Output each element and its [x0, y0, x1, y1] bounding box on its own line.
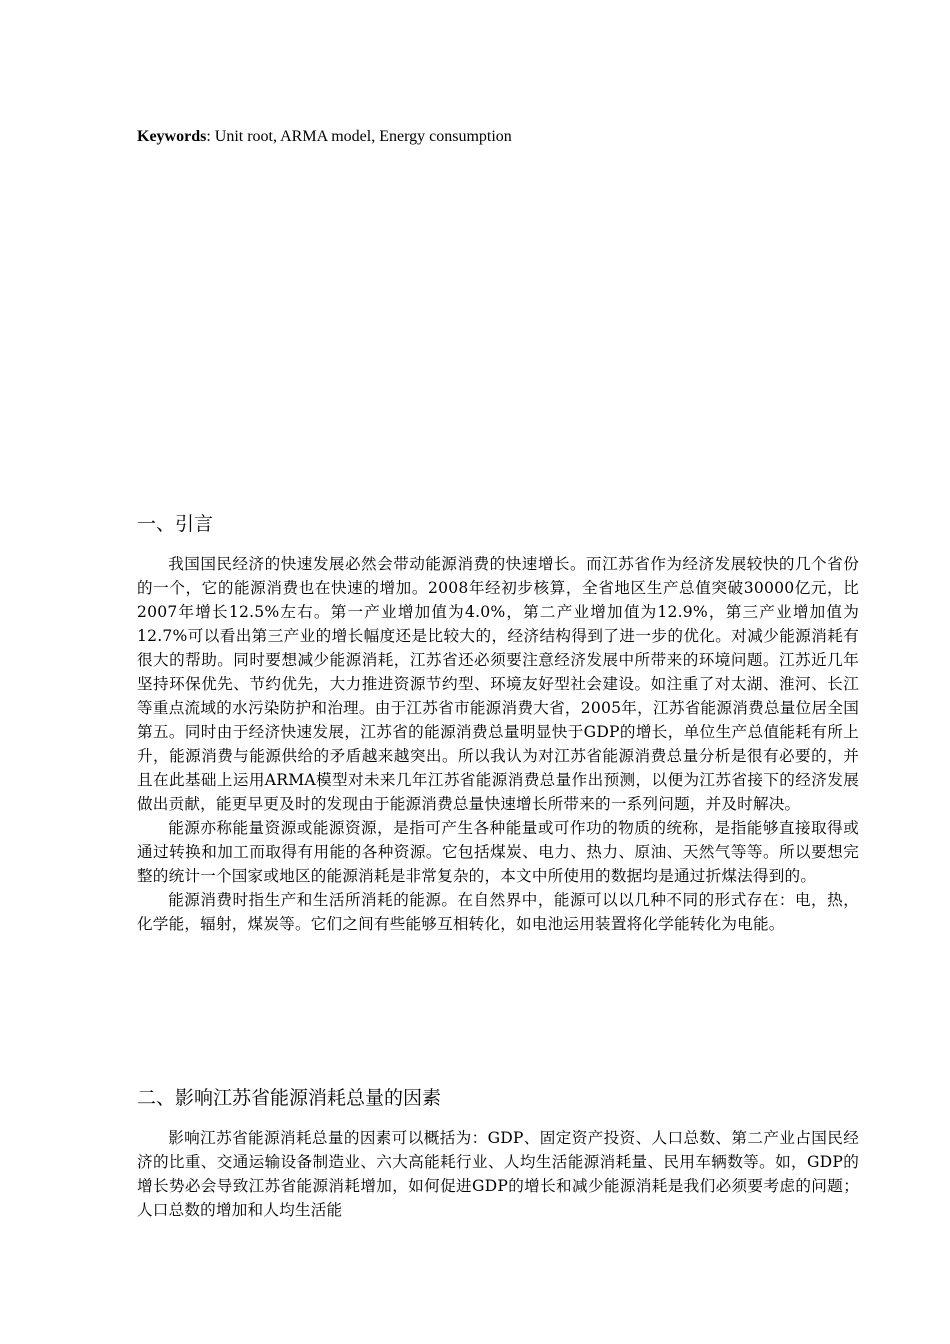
paragraph: 能源亦称能量资源或能源资源，是指可产生各种能量或可作功的物质的统称，是指能够直接取得或通过转换和加工而取得有用能的各种资源。它包括煤炭、电力、热力、原油、天然气等等。所以要想完整的统计一个国家或地区的能源消耗是非常复杂的，本文中所使用的数据均是通过折煤法得到的。: [137, 819, 859, 885]
section-heading: 二、影响江苏省能源消耗总量的因素: [137, 1087, 442, 1109]
paragraph: 我国国民经济的快速发展必然会带动能源消费的快速增长。而江苏省作为经济发展较快的几个省份的一个，它的能源消费也在快速的增加。2008年经初步核算，全省地区生产总值突破30000亿元，比2007年增长12.5%左右。第一产业增加值为4.0%，第二产业增加值为12.9%，第三产业增加值为12.7%可以看出第三产业的增长幅度还是比较大的，经济结构得到了进一步的优化。对减少能源消耗有很大的帮助。同时要想减少能源消耗，江苏省还必须要注意经济发展中所带来的环境问题。江苏近几年坚持环保优先、节约优先，大力推进资源节约型、环境友好型社会建设。如注重了对太湖、淮河、长江等重点流域的水污染防护和治理。由于江苏省市能源消费大省，2005年，江苏省能源消费总量位居全国第五。同时由于经济快速发展，江苏省的能源消费总量明显快于GDP的增长，单位生产总值能耗有所上升，能源消费与能源供给的矛盾越来越突出。所以我认为对江苏省能源消费总量分析是很有必要的，并且在此基础上运用ARMA模型对未来几年江苏省能源消费总量作出预测，以便为江苏省接下的经济发展做出贡献，能更早更及时的发现由于能源消费总量快速增长所带来的一系列问题，并及时解决。: [137, 555, 859, 813]
keywords-text: : Unit root, ARMA model, Energy consumption: [206, 128, 512, 145]
section-heading: 一、引言: [137, 513, 214, 535]
section-factors: [137, 1086, 859, 1222]
section-introduction: [137, 512, 859, 936]
paragraph: 影响江苏省能源消耗总量的因素可以概括为：GDP、固定资产投资、人口总数、第二产业占国民经济的比重、交通运输设备制造业、六大高能耗行业、人均生活能源消耗量、民用车辆数等。如，GDP的增长势必会导致江苏省能源消耗增加，如何促进GDP的增长和减少能源消耗是我们必须要考虑的问题；人口总数的增加和人均生活能: [137, 1129, 859, 1219]
keywords-label: Keywords: [137, 128, 207, 145]
paragraph: 能源消费时指生产和生活所消耗的能源。在自然界中，能源可以以几种不同的形式存在：电，热，化学能，辐射，煤炭等。它们之间有些能够互相转化，如电池运用装置将化学能转化为电能。: [137, 891, 859, 933]
keywords-line: [137, 127, 857, 147]
